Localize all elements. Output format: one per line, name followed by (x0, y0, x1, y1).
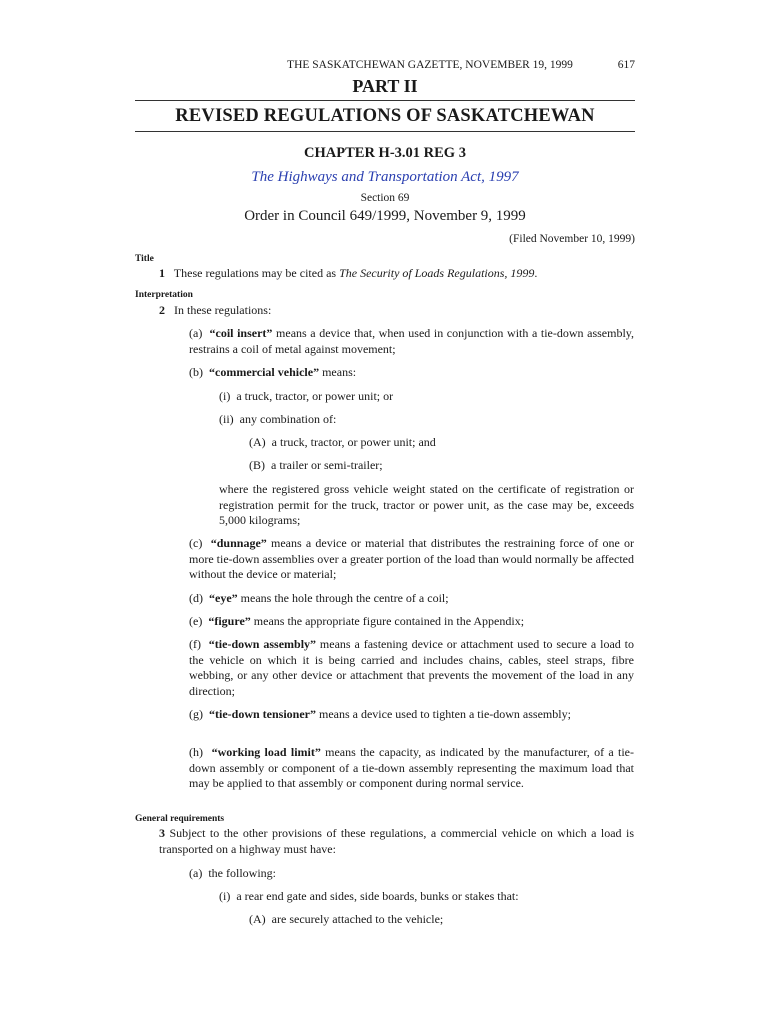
section-text: These regulations may be cited as (173, 266, 340, 280)
part-heading: PART II (352, 76, 418, 96)
act-title: The Highways and Transportation Act, 1997 (251, 169, 519, 185)
defined-term: “working load limit” (211, 745, 321, 759)
definition-f (189, 637, 634, 699)
definition-b-qualifier: where the registered gross vehicle weight stated on the certificate of registration or registration permit for the truck, tractor or power unit, as the case may be, exceeds 5,000 kilograms; (219, 482, 634, 527)
subclause-ii (219, 412, 634, 428)
definition-d (189, 591, 634, 607)
definition-c (189, 536, 634, 583)
clause-label: (A) (249, 435, 266, 449)
section-3 (159, 826, 634, 857)
definition-text: means a device or material that distributes the restraining force of one or more tie-down assemblies over a greater portion of the load than would normally be affected without the device or material; (189, 536, 634, 581)
subclause-i (219, 389, 634, 405)
clause-label: (f) (189, 637, 201, 651)
clause-text: a truck, tractor, or power unit; or (236, 389, 394, 403)
defined-term: “commercial vehicle” (209, 365, 320, 379)
filed-date: (Filed November 10, 1999) (509, 233, 635, 245)
defined-term: “dunnage” (210, 536, 267, 550)
clause-label: (ii) (219, 412, 234, 426)
regulation-name: The Security of Loads Regulations, 1999 (339, 266, 535, 280)
clause-label: (i) (219, 889, 231, 903)
defined-term: “coil insert” (209, 326, 273, 340)
defined-term: “figure” (208, 614, 251, 628)
clause-label: (d) (189, 591, 203, 605)
defined-term: “tie-down tensioner” (209, 707, 316, 721)
clause-label: (h) (189, 745, 203, 759)
clause-label: (A) (249, 912, 266, 926)
definition-text: means a device that, when used in conjunction with a tie-down assembly, restrains a coil of metal against movement; (189, 326, 635, 356)
main-heading: REVISED REGULATIONS OF SASKATCHEWAN (175, 106, 595, 126)
margin-label-general-requirements: General requirements (135, 814, 225, 824)
subclause-3a-i (219, 889, 634, 905)
clause-label: (B) (249, 458, 265, 472)
clause-text: the following: (208, 866, 276, 880)
clause-text: a rear end gate and sides, side boards, bunks or stakes that: (236, 889, 519, 903)
definition-text: means the hole through the centre of a coil; (237, 591, 449, 605)
clause-label: (i) (219, 389, 231, 403)
clause-label: (a) (189, 866, 203, 880)
margin-label-title: Title (135, 254, 154, 264)
section-text-end: . (534, 266, 538, 280)
defined-term: “eye” (209, 591, 238, 605)
definition-h (189, 745, 634, 792)
clause-3a (189, 866, 634, 882)
definition-e (189, 614, 634, 630)
order-in-council: Order in Council 649/1999, November 9, 1999 (244, 208, 526, 224)
clause-label: (c) (189, 536, 203, 550)
margin-label-interpretation: Interpretation (135, 290, 193, 300)
section-number: 3 (159, 826, 165, 840)
clause-text: a trailer or semi-trailer; (271, 458, 383, 472)
paragraph-B (249, 458, 634, 474)
section-number: 2 (159, 303, 165, 317)
definition-b (189, 365, 634, 381)
clause-label: (e) (189, 614, 203, 628)
clause-text: a truck, tractor, or power unit; and (271, 435, 436, 449)
definition-text: means the capacity, as indicated by the manufacturer, of a tie-down assembly or component of a tie-down assembly representing the maximum load that may be applied to that assembly or component during normal service. (189, 745, 634, 790)
definition-a (189, 326, 634, 357)
section-1 (159, 266, 639, 282)
bottom-rule (135, 131, 635, 132)
section-2-intro (159, 303, 639, 319)
section-reference: Section 69 (360, 192, 410, 204)
clause-label: (g) (189, 707, 203, 721)
paragraph-A (249, 435, 634, 451)
definition-text: means a device used to tighten a tie-down assembly; (316, 707, 571, 721)
definition-text: means: (319, 365, 357, 379)
section-text: Subject to the other provisions of these regulations, a commercial vehicle on which a load is transported on a highway must have: (159, 826, 634, 856)
clause-text: any combination of: (239, 412, 337, 426)
gazette-title: THE SASKATCHEWAN GAZETTE, NOVEMBER 19, 1999 (287, 59, 573, 71)
clause-text: are securely attached to the vehicle; (271, 912, 444, 926)
paragraph-3a-i-A (249, 912, 634, 928)
definition-text: means the appropriate figure contained in the Appendix; (250, 614, 525, 628)
clause-label: (b) (189, 365, 203, 379)
section-number: 1 (159, 266, 165, 280)
definition-g (189, 707, 634, 723)
definition-text: means a fastening device or attachment used to secure a load to the vehicle on which it is being carried and includes chains, cables, steel straps, fibre webbing, or any other device or attachment that prevents the movement of the load in any direction; (189, 637, 634, 698)
clause-label: (a) (189, 326, 203, 340)
top-rule (135, 100, 635, 101)
page-number: 617 (617, 59, 635, 71)
chapter-heading: CHAPTER H-3.01 REG 3 (304, 145, 466, 161)
section-text: In these regulations: (174, 303, 272, 317)
defined-term: “tie-down assembly” (208, 637, 317, 651)
